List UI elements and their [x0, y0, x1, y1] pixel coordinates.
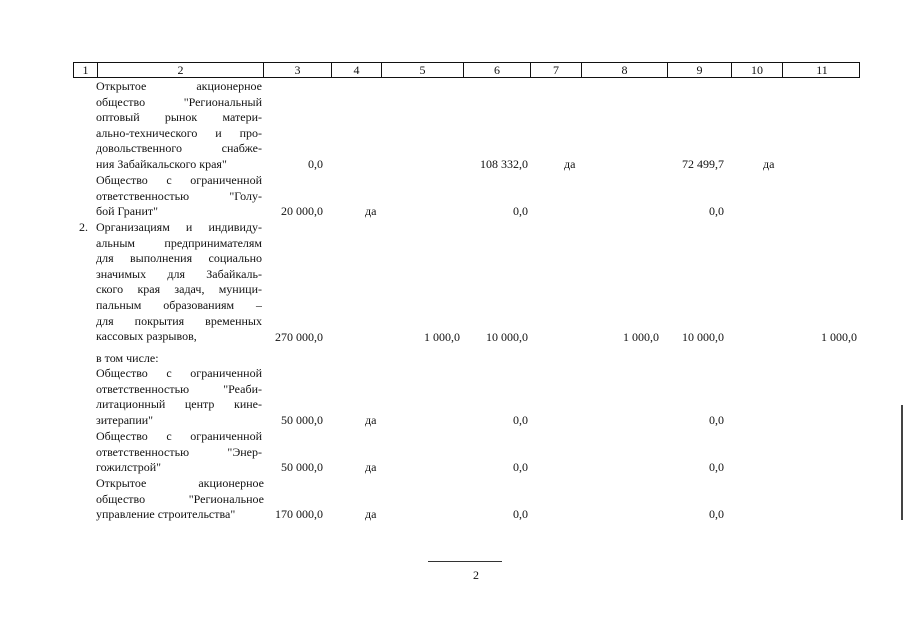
row-name: Общество с ограниченной ответственностью "Голу- бой Гранит": [96, 173, 262, 219]
cell-c4: да: [365, 460, 377, 474]
cell-c9: 0,0: [709, 413, 724, 427]
header-col-1: 1: [82, 63, 89, 77]
cell-c6: 0,0: [513, 507, 528, 521]
cell-c6: 108 332,0: [480, 157, 528, 171]
header-col-4: 4: [331, 63, 381, 77]
row-name: Общество с ограниченной ответственностью "Энер- гожилстрой": [96, 429, 262, 475]
cell-c8: 1 000,0: [623, 330, 659, 344]
cell-c6: 0,0: [513, 460, 528, 474]
cell-c9: 0,0: [709, 507, 724, 521]
header-col-2: 2: [97, 63, 263, 77]
table-header: [73, 62, 860, 78]
cell-c3: 50 000,0: [281, 460, 323, 474]
cell-c4: да: [365, 507, 377, 521]
cell-c6: 0,0: [513, 204, 528, 218]
page-number: 2: [473, 568, 479, 582]
cell-c5: 1 000,0: [424, 330, 460, 344]
header-col-10: 10: [731, 63, 782, 77]
row-name: Открытое акционерное общество "Региональное управление строительства": [96, 476, 264, 522]
cell-c9: 0,0: [709, 204, 724, 218]
cell-c3: 0,0: [308, 157, 323, 171]
cell-c6: 10 000,0: [486, 330, 528, 344]
row-name: Открытое акционерное общество "Региональный оптовый рынок матери- ально-технического и про- довольственного снабже- ния Забайкальского края": [96, 79, 262, 171]
cell-c3: 20 000,0: [281, 204, 323, 218]
cell-c4: да: [365, 204, 377, 218]
row-marker: 2.: [79, 220, 88, 234]
row-name: Общество с ограниченной ответственностью "Реаби- литационный центр кине- зитерапии": [96, 366, 262, 427]
header-col-6: 6: [463, 63, 530, 77]
cell-c10: да: [763, 157, 775, 171]
subtotal-label: в том числе:: [96, 351, 159, 365]
header-col-3: 3: [263, 63, 331, 77]
cell-c3: 270 000,0: [275, 330, 323, 344]
cell-c7: да: [564, 157, 576, 171]
scan-edge-mark: [901, 405, 903, 520]
header-col-5: 5: [381, 63, 463, 77]
cell-c3: 50 000,0: [281, 413, 323, 427]
header-col-11: 11: [782, 63, 861, 77]
cell-c6: 0,0: [513, 413, 528, 427]
cell-c9: 0,0: [709, 460, 724, 474]
cell-c4: да: [365, 413, 377, 427]
cell-c3: 170 000,0: [275, 507, 323, 521]
cell-c11: 1 000,0: [821, 330, 857, 344]
cell-c9: 10 000,0: [682, 330, 724, 344]
cell-c9: 72 499,7: [682, 157, 724, 171]
footer-divider: [428, 561, 502, 562]
header-col-7: 7: [530, 63, 581, 77]
row-name: Организациям и индивиду- альным предпринимателям для выполнения социально значимых для Забайкаль- ского края задач, муници- пальным образованиям – для покрытия временных кассовых разрывов,: [96, 220, 262, 344]
header-col-8: 8: [581, 63, 667, 77]
header-col-9: 9: [667, 63, 731, 77]
